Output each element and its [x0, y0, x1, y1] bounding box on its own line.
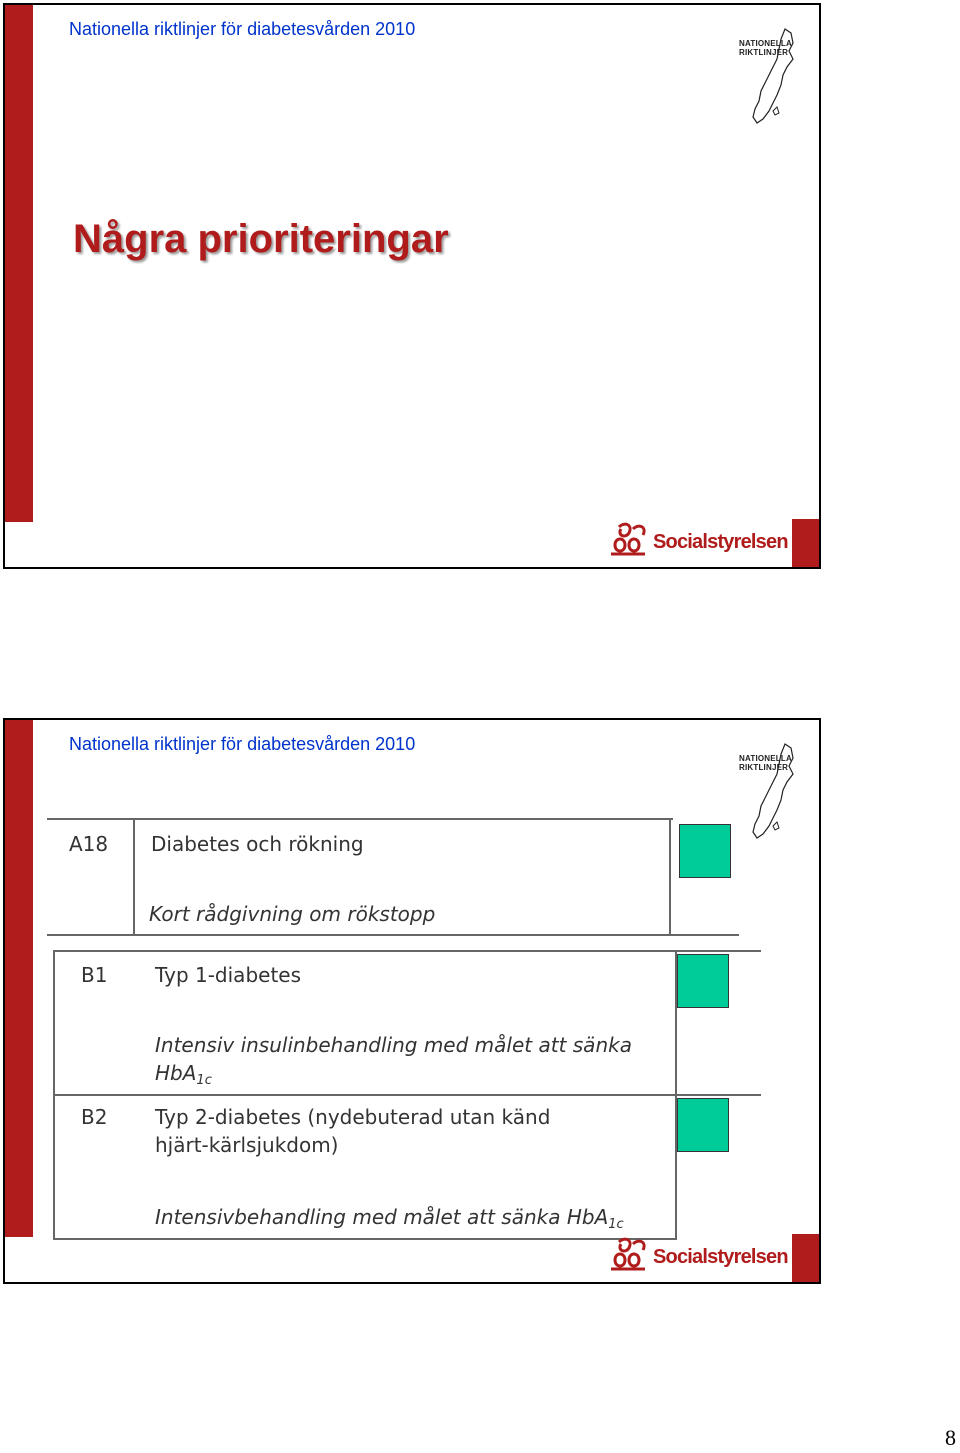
row-measure-b1-line2: HbA$_{1c}$	[155, 1061, 212, 1088]
slide-1	[3, 3, 821, 569]
row-measure-a18: Kort rådgivning om rökstopp	[149, 902, 436, 926]
row-condition-b1: Typ 1-diabetes	[155, 963, 302, 987]
nationella-riktlinjer-label: NATIONELLA RIKTLINJER	[739, 39, 792, 57]
slide-2	[3, 718, 821, 1284]
slide-header: Nationella riktlinjer för diabetesvården 2010	[69, 734, 416, 754]
socialstyrelsen-logo	[611, 1236, 788, 1274]
nationella-riktlinjer-logo	[733, 740, 799, 840]
row-code-b1: B1	[81, 963, 108, 987]
bottom-right-red-block	[792, 1234, 819, 1282]
socialstyrelsen-emblem-icon	[611, 521, 651, 557]
priority-indicator-b2	[677, 1098, 729, 1152]
row-condition-a18: Diabetes och rökning	[151, 832, 364, 856]
nationella-riktlinjer-label: NATIONELLA RIKTLINJER	[739, 754, 792, 772]
subscript-1c: 1c	[608, 1217, 624, 1232]
row-measure-b2: Intensivbehandling med målet att sänka HbA$_{1c}$	[155, 1205, 624, 1232]
table-border	[47, 934, 739, 936]
subscript-1c: 1c	[196, 1073, 212, 1088]
table-border	[53, 1094, 761, 1096]
nationella-riktlinjer-logo	[733, 25, 799, 125]
table-border	[53, 950, 761, 952]
table-divider	[669, 818, 671, 936]
priority-indicator-b1	[677, 954, 729, 1008]
row-code-b2: B2	[81, 1105, 108, 1129]
left-red-bar	[5, 5, 33, 522]
row-condition-b2-line1: Typ 2-diabetes (nydebuterad utan känd	[155, 1105, 551, 1129]
socialstyrelsen-emblem-icon	[611, 1236, 651, 1272]
socialstyrelsen-label: Socialstyrelsen	[653, 531, 788, 553]
priority-indicator-a18	[679, 824, 731, 878]
socialstyrelsen-label: Socialstyrelsen	[653, 1246, 788, 1268]
socialstyrelsen-logo	[611, 521, 788, 559]
table-border-top	[47, 818, 673, 820]
bottom-right-red-block	[792, 519, 819, 567]
slide-header: Nationella riktlinjer för diabetesvården 2010	[69, 19, 416, 39]
row-condition-b2-line2: hjärt-kärlsjukdom)	[155, 1133, 339, 1157]
row-measure-b1-line1: Intensiv insulinbehandling med målet att sänka	[155, 1033, 632, 1057]
slide-title: Några prioriteringar	[73, 217, 449, 261]
table-border-bottom	[53, 1238, 677, 1240]
page-number: 8	[945, 1425, 956, 1450]
table-divider	[133, 818, 135, 936]
left-red-bar	[5, 720, 33, 1237]
row-code-a18: A18	[69, 832, 109, 856]
